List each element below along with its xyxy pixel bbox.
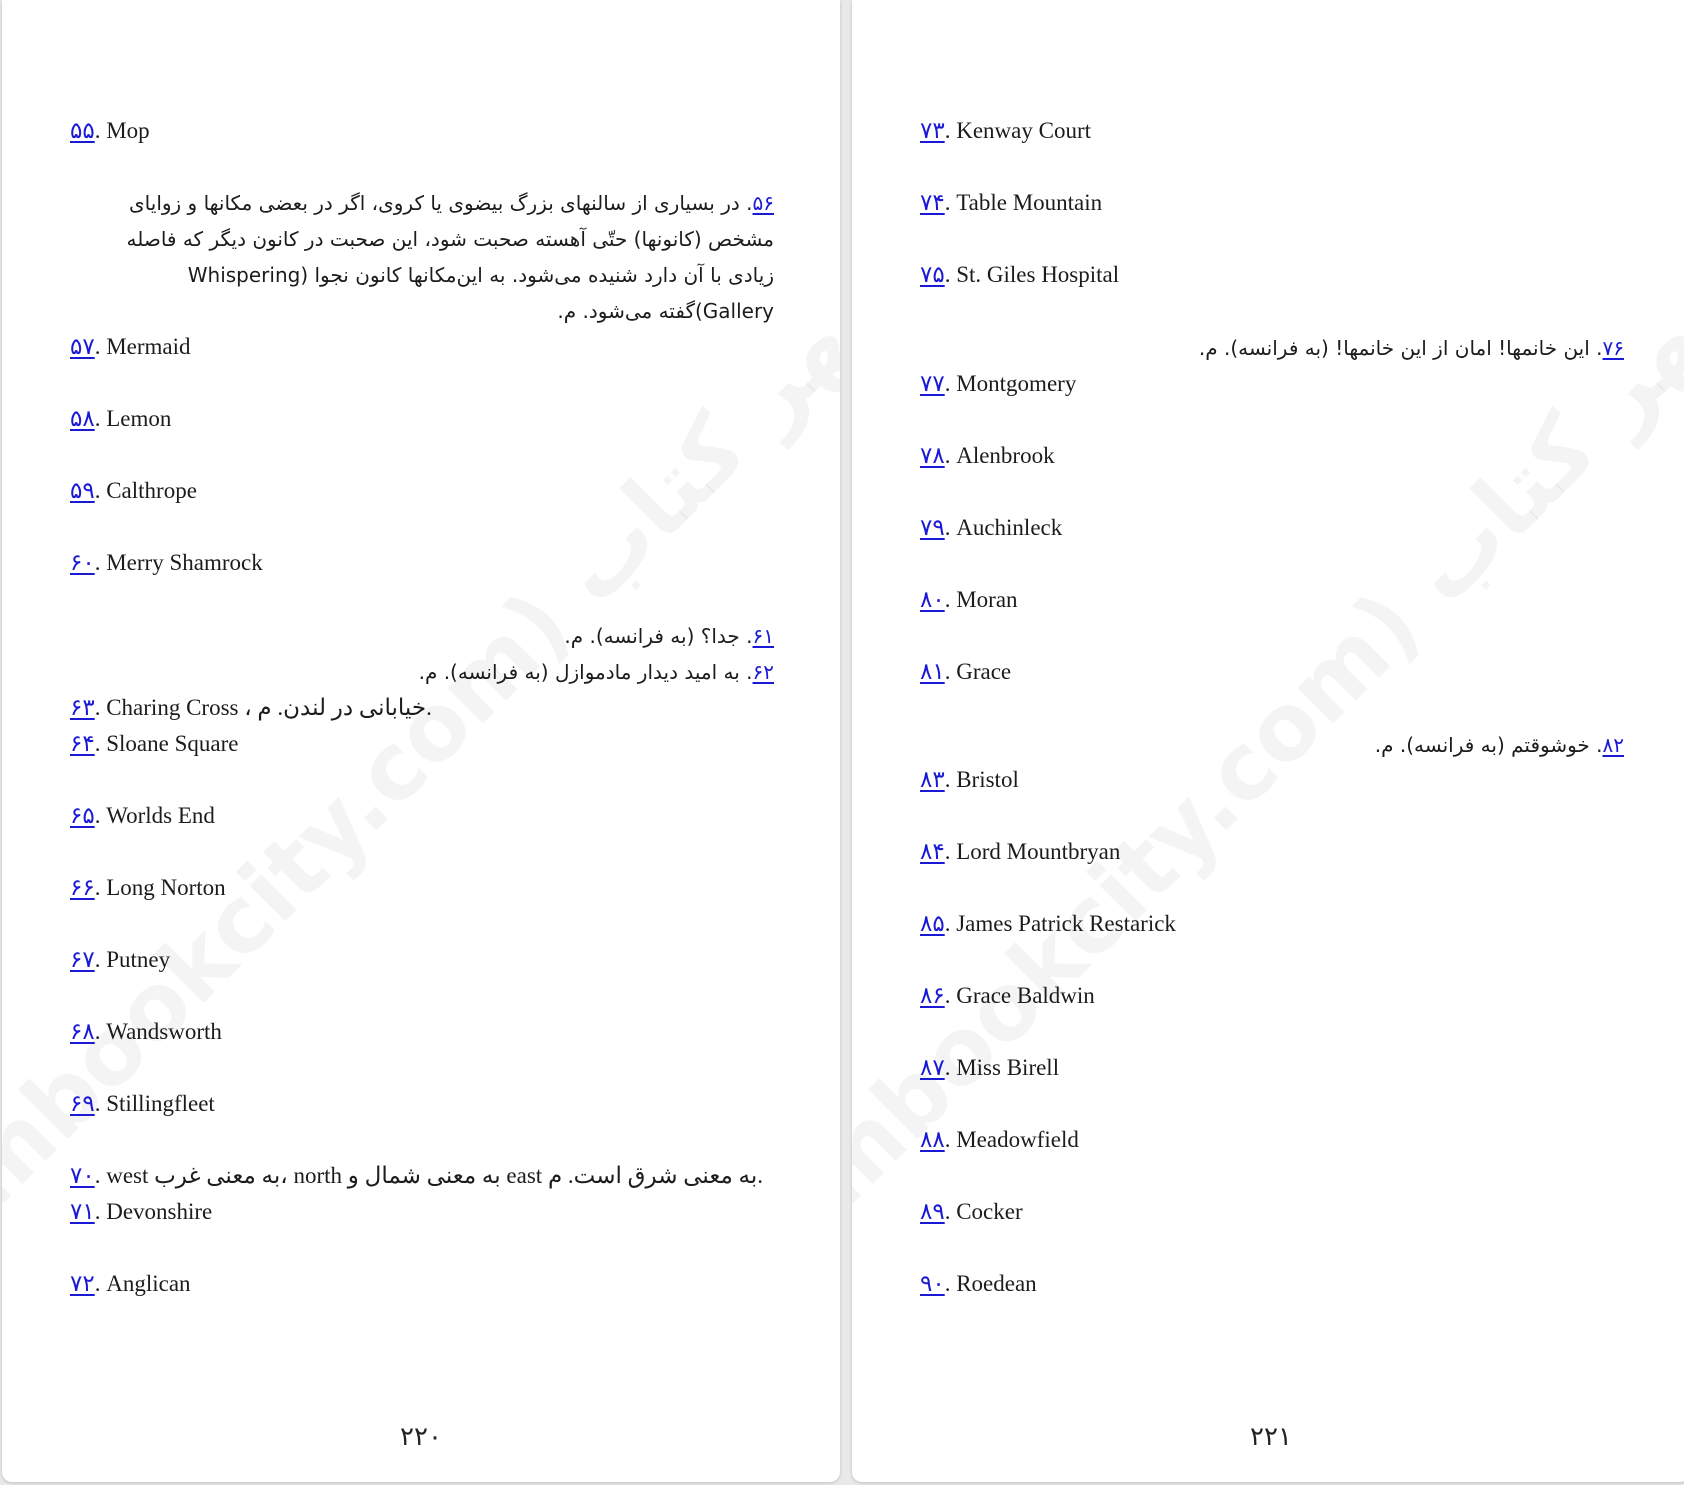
note-number-link[interactable]: ۶۵ bbox=[70, 803, 95, 828]
note-text: Putney bbox=[106, 947, 171, 972]
note-number-link[interactable]: ۸۴ bbox=[920, 839, 945, 864]
note-number-link[interactable]: ۶۱ bbox=[752, 624, 774, 648]
left-page bbox=[2, 0, 840, 1482]
note-number-link[interactable]: ۵۶ bbox=[752, 191, 774, 215]
note-64: ۶۴. Sloane Square bbox=[70, 731, 239, 756]
note-number-link[interactable]: ۷۲ bbox=[70, 1271, 95, 1296]
note-text: Lord Mountbryan bbox=[956, 839, 1121, 864]
note-number-link[interactable]: ۵۷ bbox=[70, 334, 95, 359]
note-61: ۶۱. جدا؟ (به فرانسه). م. bbox=[564, 624, 774, 648]
note-text: Moran bbox=[956, 587, 1018, 612]
note-text: Mermaid bbox=[106, 334, 191, 359]
note-57: ۵۷. Mermaid bbox=[70, 334, 191, 359]
note-number-link[interactable]: ۶۷ bbox=[70, 947, 95, 972]
note-text: Meadowfield bbox=[956, 1127, 1079, 1152]
note-number-link[interactable]: ۸۱ bbox=[920, 659, 945, 684]
note-number-link[interactable]: ۷۱ bbox=[70, 1199, 95, 1224]
note-number-link[interactable]: ۵۹ bbox=[70, 478, 95, 503]
note-text: St. Giles Hospital bbox=[956, 262, 1120, 287]
note-number-link[interactable]: ۶۲ bbox=[752, 660, 774, 684]
note-88: ۸۸. Meadowfield bbox=[920, 1127, 1079, 1152]
note-77: ۷۷. Montgomery bbox=[920, 371, 1077, 396]
note-text: Auchinleck bbox=[956, 515, 1063, 540]
note-text: Worlds End bbox=[106, 803, 215, 828]
note-number-link[interactable]: ۶۴ bbox=[70, 731, 95, 756]
note-84: ۸۴. Lord Mountbryan bbox=[920, 839, 1121, 864]
note-text: Cocker bbox=[956, 1199, 1023, 1224]
note-58: ۵۸. Lemon bbox=[70, 406, 172, 431]
note-number-link[interactable]: ۸۸ bbox=[920, 1127, 945, 1152]
note-text: Miss Birell bbox=[956, 1055, 1060, 1080]
note-number-link[interactable]: ۸۰ bbox=[920, 587, 945, 612]
note-78: ۷۸. Alenbrook bbox=[920, 443, 1055, 468]
note-60: ۶۰. Merry Shamrock bbox=[70, 550, 263, 575]
note-number-link[interactable]: ۶۸ bbox=[70, 1019, 95, 1044]
note-72: ۷۲. Anglican bbox=[70, 1271, 191, 1296]
note-text: Lemon bbox=[106, 406, 172, 431]
note-number-link[interactable]: ۸۳ bbox=[920, 767, 945, 792]
note-86: ۸۶. Grace Baldwin bbox=[920, 983, 1095, 1008]
note-text: در بسیاری از سالنهای بزرگ بیضوی یا کروی، اگر در بعضی مکانها و زوایای مشخص (کانونها) حتّی آهسته صحبت شود، این صحبت در کانون دیگر که فاصله زیادی با آن دارد شنیده می‌شود. به این‌مکانها کانون نجوا (Whispering Gallery)گفته می‌شود. م. bbox=[126, 191, 774, 323]
note-number-link[interactable]: ۶۳ bbox=[70, 695, 95, 720]
note-69: ۶۹. Stillingfleet bbox=[70, 1091, 215, 1116]
note-66: ۶۶. Long Norton bbox=[70, 875, 226, 900]
note-number-link[interactable]: ۷۴ bbox=[920, 190, 945, 215]
note-70: ۷۰. west به معنی غرب، north به معنی شمال و east به معنی شرق است. م. bbox=[70, 1163, 763, 1188]
note-text: Montgomery bbox=[956, 371, 1077, 396]
note-number-link[interactable]: ۸۵ bbox=[920, 911, 945, 936]
note-81: ۸۱. Grace bbox=[920, 659, 1012, 684]
right-page bbox=[852, 0, 1684, 1482]
note-text: Mop bbox=[106, 118, 150, 143]
note-number-link[interactable]: ۸۷ bbox=[920, 1055, 945, 1080]
note-text: جدا؟ (به فرانسه). م. bbox=[564, 624, 740, 648]
note-text: Roedean bbox=[956, 1271, 1037, 1296]
note-number-link[interactable]: ۶۰ bbox=[70, 550, 95, 575]
note-number-link[interactable]: ۶۶ bbox=[70, 875, 95, 900]
note-number-link[interactable]: ۹۰ bbox=[920, 1271, 945, 1296]
note-65: ۶۵. Worlds End bbox=[70, 803, 215, 828]
note-59: ۵۹. Calthrope bbox=[70, 478, 197, 503]
note-83: ۸۳. Bristol bbox=[920, 767, 1019, 792]
note-number-link[interactable]: ۸۹ bbox=[920, 1199, 945, 1224]
note-55: ۵۵. Mop bbox=[70, 118, 150, 143]
note-text: Long Norton bbox=[106, 875, 226, 900]
note-62: ۶۲. به امید دیدار مادموازل (به فرانسه). م. bbox=[418, 660, 774, 684]
note-87: ۸۷. Miss Birell bbox=[920, 1055, 1060, 1080]
note-67: ۶۷. Putney bbox=[70, 947, 171, 972]
note-number-link[interactable]: ۷۹ bbox=[920, 515, 945, 540]
note-text: به امید دیدار مادموازل (به فرانسه). م. bbox=[418, 660, 740, 684]
note-text: Wandsworth bbox=[106, 1019, 222, 1044]
note-number-link[interactable]: ۷۵ bbox=[920, 262, 945, 287]
note-56: ۵۶. در بسیاری از سالنهای بزرگ بیضوی یا کروی، اگر در بعضی مکانها و زوایای مشخص (کانونها) حتّی آهسته صحبت شود، این صحبت در کانون دیگر که فاصله زیادی با آن دارد شنیده می‌شود. به این‌مکانها کانون نجوا (Whispering Gallery)گفته می‌شود. م. bbox=[126, 191, 774, 323]
note-text: Sloane Square bbox=[106, 731, 239, 756]
note-68: ۶۸. Wandsworth bbox=[70, 1019, 222, 1044]
note-90: ۹۰. Roedean bbox=[920, 1271, 1037, 1296]
note-text: Anglican bbox=[106, 1271, 191, 1296]
note-79: ۷۹. Auchinleck bbox=[920, 515, 1063, 540]
note-number-link[interactable]: ۷۷ bbox=[920, 371, 945, 396]
note-number-link[interactable]: ۶۹ bbox=[70, 1091, 95, 1116]
note-text: Grace bbox=[956, 659, 1012, 684]
note-number-link[interactable]: ۷۰ bbox=[70, 1163, 95, 1188]
note-63: ۶۳. Charing Cross ، خیابانی در لندن. م. bbox=[70, 695, 432, 720]
note-number-link[interactable]: ۸۶ bbox=[920, 983, 945, 1008]
note-text: James Patrick Restarick bbox=[956, 911, 1176, 936]
note-text: Table Mountain bbox=[956, 190, 1103, 215]
note-number-link[interactable]: ۷۸ bbox=[920, 443, 945, 468]
page-number: ۲۲۱ bbox=[1250, 1422, 1292, 1452]
note-85: ۸۵. James Patrick Restarick bbox=[920, 911, 1176, 936]
note-text: این خانمها! امان از این خانمها! (به فرانسه). م. bbox=[1198, 336, 1590, 360]
note-number-link[interactable]: ۵۸ bbox=[70, 406, 95, 431]
page-number: ۲۲۰ bbox=[400, 1422, 442, 1452]
note-74: ۷۴. Table Mountain bbox=[920, 190, 1103, 215]
note-text: Devonshire bbox=[106, 1199, 213, 1224]
note-text: Stillingfleet bbox=[106, 1091, 215, 1116]
note-text: west به معنی غرب، north به معنی شمال و east به معنی شرق است. م. bbox=[106, 1163, 763, 1188]
note-82: ۸۲. خوشوقتم (به فرانسه). م. bbox=[1374, 733, 1624, 757]
note-75: ۷۵. St. Giles Hospital bbox=[920, 262, 1120, 287]
note-number-link[interactable]: ۷۳ bbox=[920, 118, 945, 143]
note-text: Bristol bbox=[956, 767, 1019, 792]
note-73: ۷۳. Kenway Court bbox=[920, 118, 1091, 143]
note-text: Grace Baldwin bbox=[956, 983, 1095, 1008]
note-text: Alenbrook bbox=[956, 443, 1055, 468]
note-number-link[interactable]: ۷۶ bbox=[1602, 336, 1624, 360]
note-text: Charing Cross ، خیابانی در لندن. م. bbox=[106, 695, 432, 720]
note-71: ۷۱. Devonshire bbox=[70, 1199, 213, 1224]
note-text: خوشوقتم (به فرانسه). م. bbox=[1374, 733, 1590, 757]
note-80: ۸۰. Moran bbox=[920, 587, 1018, 612]
note-text: Kenway Court bbox=[956, 118, 1091, 143]
note-number-link[interactable]: ۵۵ bbox=[70, 118, 95, 143]
note-text: Merry Shamrock bbox=[106, 550, 263, 575]
note-89: ۸۹. Cocker bbox=[920, 1199, 1023, 1224]
note-number-link[interactable]: ۸۲ bbox=[1602, 733, 1624, 757]
note-76: ۷۶. این خانمها! امان از این خانمها! (به فرانسه). م. bbox=[1198, 336, 1624, 360]
note-text: Calthrope bbox=[106, 478, 197, 503]
